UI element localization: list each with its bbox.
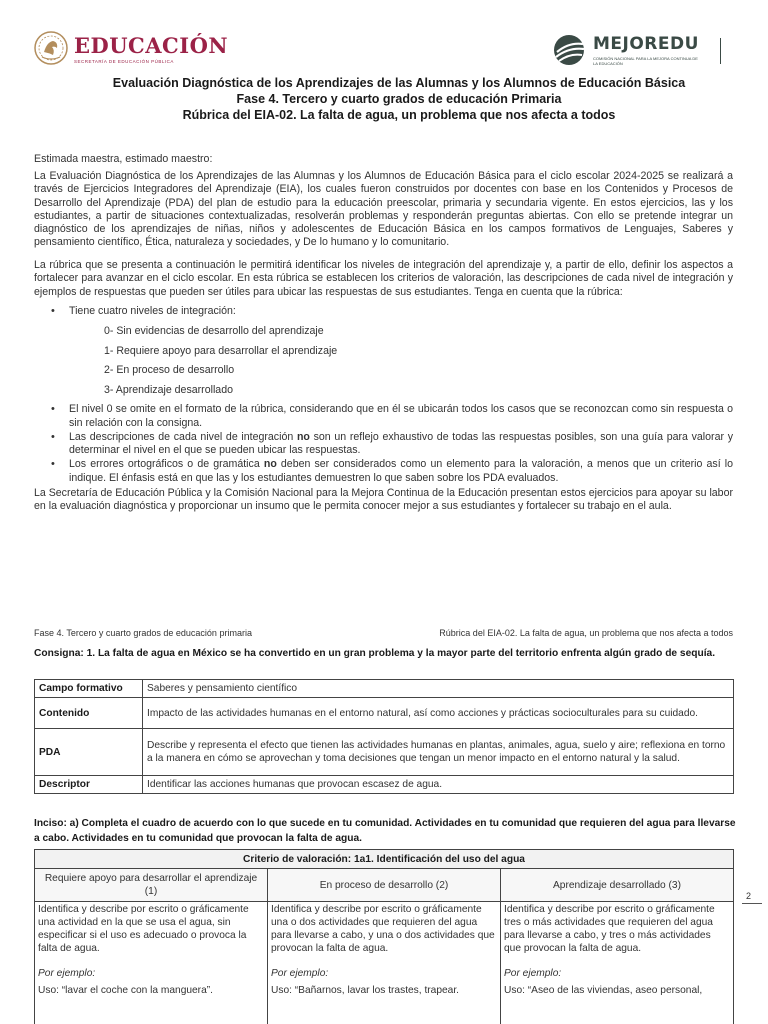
- example-text: Uso: “Bañarnos, lavar los trastes, trapear.: [271, 985, 459, 996]
- sep-logo-subtitle: SECRETARÍA DE EDUCACIÓN PÚBLICA: [74, 59, 174, 64]
- mejoredu-logo-name: MEJOREDU: [593, 34, 699, 54]
- example-text: Uso: “lavar el coche con la manguera”.: [38, 985, 213, 996]
- level-cell: [35, 902, 268, 1024]
- table-row: [35, 869, 734, 902]
- level-header: Aprendizaje desarrollado (3): [501, 869, 734, 902]
- table-row: [35, 776, 734, 794]
- info-key: PDA: [35, 729, 143, 776]
- level-item: 0- Sin evidencias de desarrollo del aprendizaje: [104, 325, 324, 338]
- header-divider: [720, 38, 721, 64]
- info-key: Contenido: [35, 698, 143, 729]
- example-label: Por ejemplo:: [271, 968, 329, 979]
- mejoredu-logo-subtitle: COMISIÓN NACIONAL PARA LA MEJORA CONTINUA DE LA EDUCACIÓN: [593, 56, 698, 66]
- footer-left: Fase 4. Tercero y cuarto grados de educación primaria: [34, 628, 252, 638]
- bullet-emphasis: no: [296, 430, 310, 443]
- table-row: [35, 698, 734, 729]
- info-value: Identificar las acciones humanas que provocan escasez de agua.: [143, 776, 734, 794]
- example-label: Por ejemplo:: [38, 968, 96, 979]
- table-row: [35, 850, 734, 869]
- info-key: Campo formativo: [35, 680, 143, 698]
- bullet-level-zero: [34, 403, 733, 430]
- level-description: Identifica y describe por escrito o gráficamente una actividad en la que se usa el agua, sin especificar si el uso es adecuado o provoca la falta de agua.: [38, 904, 249, 954]
- intro-paragraph-1: La Evaluación Diagnóstica de los Aprendizajes de las Alumnas y los Alumnos de Educación Básica para el ciclo escolar 2024-2025 se realizará a través de Ejercicios Integradores del Aprendizaje (EIA), los cuales fueron construidos por docentes con base en los Contenidos y Procesos de Desarrollo del Aprendizaje (PDA) del plan de estudio para la educación preescolar, primaria y secundaria vigente. En estos ejercicios, las y los estudiantes, a partir de situaciones contextualizadas, resolverán problemas y responderán preguntas abiertas. Con ello se pretende integrar un diagnóstico de los aprendizajes de niñas, niños y adolescentes de Educación Básica en los campos formativos de Lenguajes, Saberes y pensamiento científico, Ética, naturaleza y sociedades, y De lo humano y lo comunitario.: [34, 170, 733, 249]
- title-line-1: Evaluación Diagnóstica de los Aprendizajes de las Alumnas y los Alumnos de Educación Básica: [112, 76, 686, 90]
- document-title: [30, 75, 768, 123]
- bullet-descriptions: [34, 431, 733, 458]
- level-header: Requiere apoyo para desarrollar el aprendizaje (1): [35, 869, 268, 902]
- info-value: Describe y representa el efecto que tienen las actividades humanas en plantas, animales, agua, suelo y aire; reflexiona en torno a la manera en cómo se aprovechan y toma decisiones que tengan un menor impacto en el entorno natural y la salud.: [143, 729, 734, 776]
- level-item: 1- Requiere apoyo para desarrollar el aprendizaje: [104, 344, 338, 357]
- bullet-spelling: [34, 458, 733, 485]
- bullet-text: son un reflejo exhaustivo de todas las respuestas posibles, son una guía para valorar y determinar el nivel en el que se pueden ubicar las respuestas.: [69, 430, 733, 457]
- level-cell: [268, 902, 501, 1024]
- intro-paragraph-2: La rúbrica que se presenta a continuación le permitirá identificar los niveles de integración del aprendizaje y, a partir de ello, definir los aspectos a fortalecer para avanzar en el ciclo escolar. En esta rúbrica se establecen los criterios de valoración, las descripciones de cada nivel de integración y ejemplos de respuestas que pueden ser útiles para ubicar las respuestas de sus estudiantes. Tenga en cuenta que la rúbrica:: [34, 259, 733, 298]
- table-row: [35, 680, 734, 698]
- greeting: Estimada maestra, estimado maestro:: [34, 153, 213, 165]
- inciso-text: Inciso: a) Completa el cuadro de acuerdo con lo que sucede en tu comunidad. Actividades en tu comunidad que requieren del agua para llevarse a cabo. Actividades en tu comunidad que provocan la falta de agua.: [34, 818, 736, 844]
- page-number-rule: [742, 903, 762, 904]
- criterion-header: Criterio de valoración: 1a1. Identificación del uso del agua: [35, 850, 734, 869]
- rubric-notes-list: [34, 305, 733, 485]
- intro-paragraph-3: La Secretaría de Educación Pública y la Comisión Nacional para la Mejora Continua de la Educación presentan estos ejercicios para apoyar su labor en la evaluación diagnóstica y proporcionar un insumo que le permita conocer mejor a sus estudiantes y fortalecer su trabajo en el aula.: [34, 487, 733, 513]
- mejoredu-logo-icon: [553, 34, 589, 66]
- page-header: [0, 0, 768, 76]
- consigna-text: Consigna: 1. La falta de agua en México se ha convertido en un gran problema y la mayor parte del territorio enfrenta algún grado de sequía.: [34, 648, 716, 659]
- level-description: Identifica y describe por escrito o gráficamente tres o más actividades que requieren del agua para llevarse a cabo, y tres o más actividades que provocan la falta de agua.: [504, 904, 715, 954]
- sep-logo-name: EDUCACIÓN: [74, 33, 229, 58]
- info-value: Saberes y pensamiento científico: [143, 680, 734, 698]
- example-label: Por ejemplo:: [504, 968, 562, 979]
- bullet-text: Las descripciones de cada nivel de integración: [69, 430, 297, 443]
- example-text: Uso: “Aseo de las viviendas, aseo personal,: [504, 985, 703, 996]
- info-key: Descriptor: [35, 776, 143, 794]
- level-item: 3- Aprendizaje desarrollado: [104, 383, 233, 396]
- page-number: 2: [746, 891, 752, 901]
- table-row: [35, 902, 734, 1024]
- mexico-coat-of-arms-icon: [33, 30, 69, 66]
- bullet-levels-text: Tiene cuatro niveles de integración:: [69, 305, 236, 317]
- level-header: En proceso de desarrollo (2): [268, 869, 501, 902]
- table-row: [35, 729, 734, 776]
- bullet-levels: [34, 305, 733, 318]
- title-line-3: Rúbrica del EIA-02. La falta de agua, un problema que nos afecta a todos: [182, 108, 616, 122]
- footer-right: Rúbrica del EIA-02. La falta de agua, un problema que nos afecta a todos: [439, 628, 733, 638]
- info-table: [34, 679, 734, 794]
- level-item: 2- En proceso de desarrollo: [104, 364, 235, 377]
- level-cell: [501, 902, 734, 1024]
- bullet-emphasis: no: [263, 458, 277, 471]
- bullet-level-zero-text: El nivel 0 se omite en el formato de la rúbrica, considerando que en él se ubicarán todos los casos que se reconozcan como sin respuesta o sin relación con la consigna.: [69, 403, 733, 429]
- title-line-2: Fase 4. Tercero y cuarto grados de educación Primaria: [236, 92, 562, 106]
- rubric-table: [34, 849, 734, 1024]
- bullet-text: Los errores ortográficos o de gramática: [69, 458, 264, 471]
- level-description: Identifica y describe por escrito o gráficamente una o dos actividades que requieren del agua para llevarse a cabo, y una o dos actividades que provocan la falta de agua.: [271, 904, 495, 954]
- info-value: Impacto de las actividades humanas en el entorno natural, así como acciones y prácticas socioculturales para su cuidado.: [143, 698, 734, 729]
- bullet-text: deben ser considerados como un elemento para la valoración, a menos que un criterio así lo indique. El énfasis está en que las y los estudiantes demuestren lo que saben sobre los PDA evaluados.: [69, 458, 733, 484]
